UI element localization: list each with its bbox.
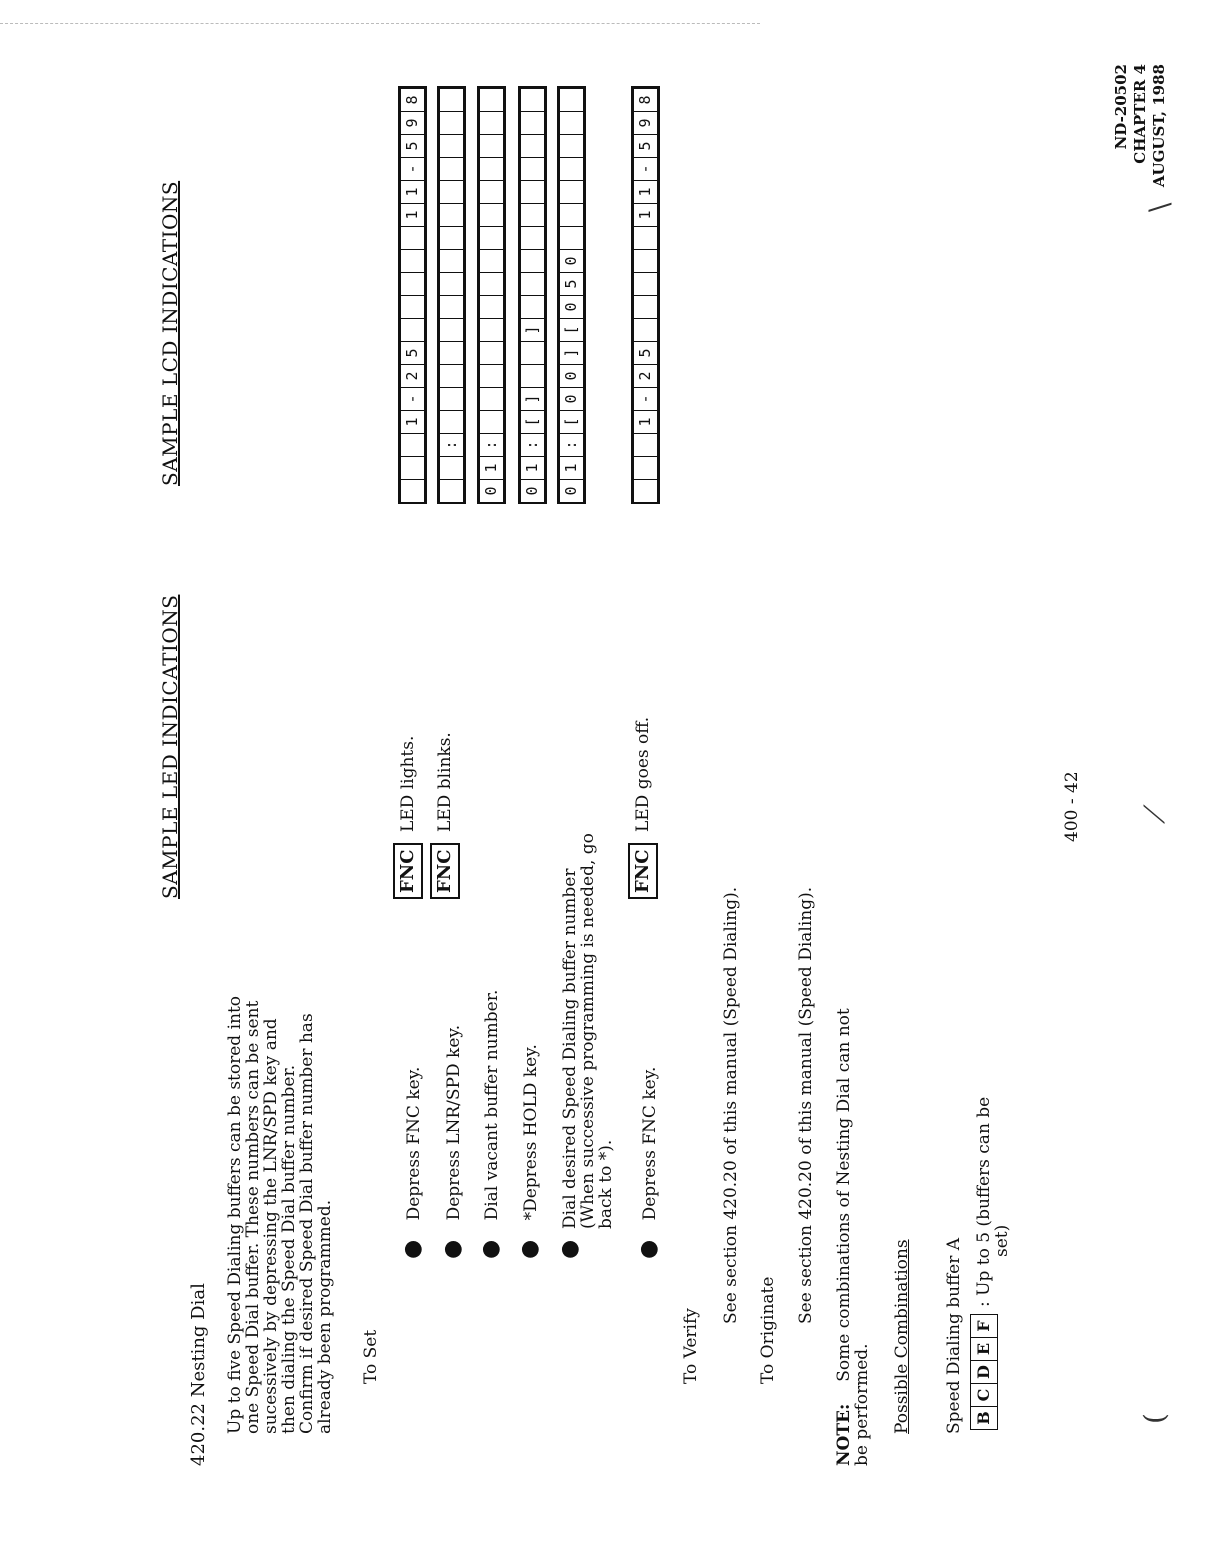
lcd-cell: 0: [479, 479, 504, 503]
lcd-cell: [633, 272, 658, 296]
step-row: [517, 1044, 542, 1259]
lcd-cell: 5: [400, 134, 425, 158]
lcd-cell: [559, 111, 584, 135]
lcd-cell: [479, 272, 504, 296]
lcd-cell: [559, 203, 584, 227]
lcd-cell: [439, 479, 464, 503]
lcd-cell: [520, 157, 545, 181]
lcd-cell: ]: [559, 341, 584, 365]
lcd-cell: [479, 341, 504, 365]
lcd-cell: [439, 295, 464, 319]
led-indication: [628, 717, 658, 899]
lcd-cell: :: [520, 433, 545, 457]
lcd-cell: [479, 180, 504, 204]
lcd-cell: [633, 433, 658, 457]
lcd-cell: [439, 180, 464, 204]
chapter-label: CHAPTER 4: [1131, 64, 1149, 164]
step-line: (When successive programming is needed, go: [578, 833, 598, 1229]
intro-line: Up to five Speed Dialing buffers can be stored into: [225, 995, 245, 1434]
lcd-cell: [439, 88, 464, 112]
lcd-cell: 1: [400, 180, 425, 204]
lcd-cell: [520, 203, 545, 227]
lcd-cell: :: [479, 433, 504, 457]
lcd-cell: [559, 134, 584, 158]
lcd-cell: [439, 341, 464, 365]
lcd-cell: [439, 387, 464, 411]
lcd-cell: [479, 88, 504, 112]
lcd-cell: [520, 88, 545, 112]
fnc-key-icon: FNC: [628, 843, 658, 899]
step-text: *Depress HOLD key.: [521, 1044, 541, 1221]
lcd-cell: ]: [520, 318, 545, 342]
lcd-cell: [520, 295, 545, 319]
page-number: 400 - 42: [1062, 771, 1082, 842]
doc-number: ND-20502: [1112, 64, 1130, 150]
to-originate-label: To Originate: [758, 1276, 778, 1384]
lcd-cell: [439, 364, 464, 388]
lcd-row: [633, 88, 658, 502]
lcd-cell: :: [439, 433, 464, 457]
buffer-key: C: [970, 1383, 998, 1407]
buffer-key: F: [970, 1314, 998, 1338]
buffer-label: Speed Dialing buffer A: [944, 1237, 964, 1434]
scan-mark-icon: (: [1138, 1413, 1171, 1424]
led-indication: [393, 736, 423, 899]
lcd-cell: 0: [559, 249, 584, 273]
lcd-cell: [520, 364, 545, 388]
intro-line: then dialing the Speed Dial buffer number.: [279, 1064, 299, 1434]
lcd-cell: 1: [400, 203, 425, 227]
lcd-cell: [479, 226, 504, 250]
lcd-cell: 0: [520, 479, 545, 503]
lcd-cell: [400, 249, 425, 273]
lcd-cell: :: [559, 433, 584, 457]
lcd-cell: [439, 410, 464, 434]
lcd-cell: [520, 180, 545, 204]
lcd-cell: [400, 272, 425, 296]
to-verify-label: To Verify: [681, 1308, 701, 1384]
lcd-cell: [400, 479, 425, 503]
lcd-cell: 1: [633, 180, 658, 204]
lcd-cell: [633, 456, 658, 480]
lcd-cell: 5: [633, 341, 658, 365]
lcd-cell: [479, 203, 504, 227]
lcd-cell: [439, 134, 464, 158]
lcd-row: [400, 88, 425, 502]
lcd-cell: [400, 318, 425, 342]
scan-mark-icon: ⟋: [1138, 804, 1171, 824]
lcd-cell: 9: [400, 111, 425, 135]
lcd-row: [439, 88, 464, 502]
step-row: [400, 1066, 425, 1259]
bullet-icon: ●: [478, 1239, 503, 1259]
fnc-key-icon: FNC: [430, 843, 460, 899]
section-title: 420.22 Nesting Dial: [188, 1283, 209, 1466]
lcd-cell: 0: [559, 295, 584, 319]
fnc-key-icon: FNC: [393, 843, 423, 899]
lcd-cell: [439, 157, 464, 181]
date-label: AUGUST, 1988: [1150, 64, 1168, 188]
led-text: LED lights.: [398, 735, 418, 833]
lcd-cell: [439, 249, 464, 273]
lcd-cell: 0: [559, 364, 584, 388]
lcd-cell: [559, 180, 584, 204]
led-column-heading: SAMPLE LED INDICATIONS: [158, 594, 182, 899]
buffer-key: D: [970, 1360, 998, 1384]
lcd-cell: [439, 203, 464, 227]
lcd-cell: [400, 433, 425, 457]
buffer-desc-line: : Up to 5 (buffers can be: [974, 1096, 994, 1307]
lcd-cell: [559, 226, 584, 250]
buffer-description: [975, 1097, 1011, 1307]
lcd-cell: [559, 157, 584, 181]
buffer-key: B: [970, 1406, 998, 1430]
lcd-cell: [439, 318, 464, 342]
lcd-cell: 5: [559, 272, 584, 296]
lcd-cell: [400, 456, 425, 480]
lcd-cell: [479, 111, 504, 135]
led-text: LED goes off.: [633, 716, 653, 833]
lcd-cell: 8: [400, 88, 425, 112]
scan-edge-line: [0, 3, 760, 24]
lcd-cell: [479, 410, 504, 434]
lcd-cell: 1: [633, 410, 658, 434]
lcd-cell: [633, 295, 658, 319]
lcd-column-heading: SAMPLE LCD INDICATIONS: [158, 180, 182, 486]
lcd-cell: [479, 364, 504, 388]
buffer-key-row: [970, 1314, 998, 1429]
lcd-cell: [400, 295, 425, 319]
bullet-icon: ●: [636, 1239, 661, 1259]
intro-line: one Speed Dial buffer. These numbers can be sent: [243, 1000, 263, 1434]
bullet-icon: ●: [557, 1239, 582, 1259]
step-text: Depress FNC key.: [404, 1066, 424, 1221]
lcd-cell: 0: [559, 479, 584, 503]
lcd-cell: ]: [520, 387, 545, 411]
lcd-cell: [520, 134, 545, 158]
step-line: back to *).: [596, 1139, 616, 1229]
buffer-desc-line: set): [992, 1224, 1012, 1257]
lcd-cell: [479, 318, 504, 342]
bullet-icon: ●: [400, 1239, 425, 1259]
note-line: be performed.: [852, 1343, 872, 1466]
lcd-display: [557, 86, 586, 504]
step-text: Depress FNC key.: [640, 1066, 660, 1221]
lcd-cell: [633, 318, 658, 342]
lcd-cell: [633, 226, 658, 250]
lcd-cell: 1: [400, 410, 425, 434]
led-indication: [430, 732, 460, 899]
lcd-row: [559, 88, 584, 502]
lcd-cell: [479, 134, 504, 158]
note-label: NOTE:: [834, 1403, 854, 1466]
step-text: Dial vacant buffer number.: [482, 989, 502, 1221]
lcd-cell: -: [400, 387, 425, 411]
lcd-cell: [633, 249, 658, 273]
intro-line: already been programmed.: [315, 1199, 335, 1434]
step-line: Dial desired Speed Dialing buffer number: [560, 868, 580, 1229]
lcd-cell: [479, 387, 504, 411]
document-header: [1112, 64, 1169, 264]
lcd-cell: [: [520, 410, 545, 434]
lcd-display: [518, 86, 547, 504]
lcd-cell: [520, 341, 545, 365]
lcd-cell: -: [400, 157, 425, 181]
step-text: Depress LNR/SPD key.: [444, 1024, 464, 1221]
lcd-row: [520, 88, 545, 502]
step-row: [478, 989, 503, 1259]
lcd-display: [477, 86, 506, 504]
bullet-icon: ●: [517, 1239, 542, 1259]
lcd-cell: [: [559, 410, 584, 434]
note-block: [835, 906, 871, 1466]
lcd-cell: 5: [400, 341, 425, 365]
lcd-display: [398, 86, 427, 504]
lcd-cell: [439, 456, 464, 480]
lcd-cell: 9: [633, 111, 658, 135]
bullet-icon: ●: [440, 1239, 465, 1259]
lcd-display: [631, 86, 660, 504]
lcd-display: [437, 86, 466, 504]
intro-line: sucessively by depressing the LNR/SPD key and: [261, 1018, 281, 1434]
lcd-cell: [520, 111, 545, 135]
step-row: [440, 1024, 465, 1259]
lcd-cell: [439, 272, 464, 296]
lcd-cell: 1: [633, 203, 658, 227]
lcd-cell: 0: [559, 387, 584, 411]
step-row: [636, 1066, 661, 1259]
step-row: [557, 833, 616, 1259]
lcd-cell: 1: [479, 456, 504, 480]
lcd-cell: 1: [520, 456, 545, 480]
lcd-cell: 2: [400, 364, 425, 388]
lcd-cell: [479, 249, 504, 273]
lcd-cell: [633, 479, 658, 503]
intro-line: Confirm if desired Speed Dial buffer number has: [297, 1013, 317, 1434]
originate-text: See section 420.20 of this manual (Speed Dialing).: [796, 886, 816, 1324]
lcd-cell: [479, 295, 504, 319]
intro-paragraph: [226, 954, 334, 1434]
buffer-key: E: [970, 1337, 998, 1361]
lcd-cell: 5: [633, 134, 658, 158]
lcd-cell: 8: [633, 88, 658, 112]
lcd-cell: [439, 111, 464, 135]
lcd-cell: [439, 226, 464, 250]
lcd-cell: -: [633, 157, 658, 181]
lcd-cell: [520, 226, 545, 250]
lcd-cell: 1: [559, 456, 584, 480]
lcd-row: [479, 88, 504, 502]
verify-text: See section 420.20 of this manual (Speed Dialing).: [721, 886, 741, 1324]
lcd-cell: [: [559, 318, 584, 342]
lcd-cell: [520, 249, 545, 273]
lcd-cell: [479, 157, 504, 181]
lcd-cell: [559, 88, 584, 112]
possible-combinations-heading: Possible Combinations: [892, 1239, 912, 1434]
lcd-cell: 2: [633, 364, 658, 388]
lcd-cell: [400, 226, 425, 250]
led-text: LED blinks.: [435, 732, 455, 833]
to-set-label: To Set: [361, 1329, 381, 1384]
lcd-cell: -: [633, 387, 658, 411]
note-line: Some combinations of Nesting Dial can not: [834, 1008, 854, 1382]
scan-mark-icon: \: [1143, 202, 1176, 212]
lcd-cell: [520, 272, 545, 296]
step-text: [561, 809, 615, 1229]
